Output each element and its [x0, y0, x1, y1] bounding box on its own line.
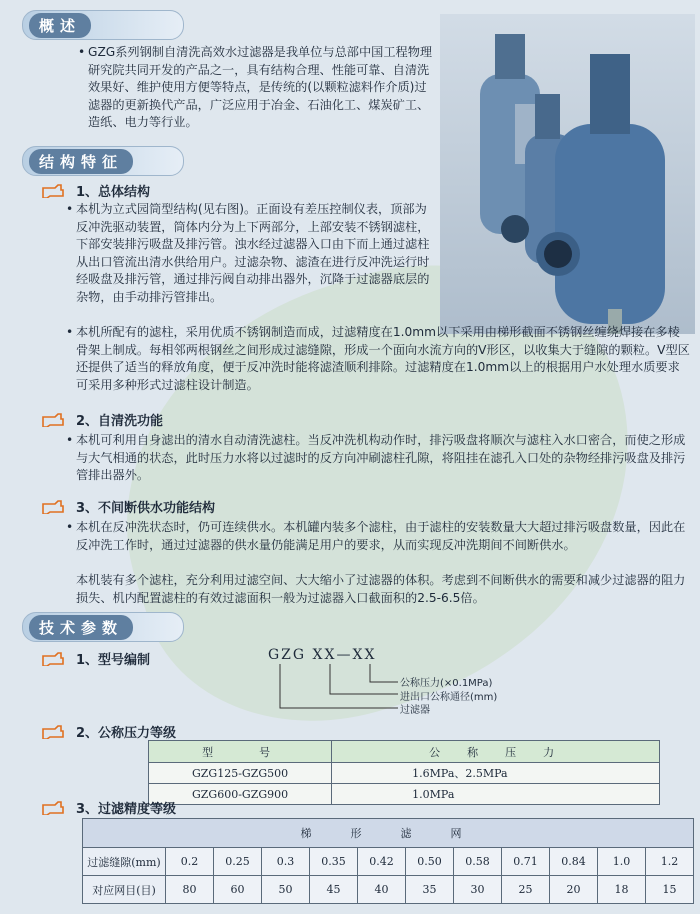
table-cell: 35	[406, 876, 454, 904]
structure-paragraph: • 本机为立式园筒型结构(见右图)。正面设有差压控制仪表，顶部为反冲洗驱动装置，筒体内分为上下两部分，上部安装不锈钢滤柱，下部安装排污吸盘及排污管。浊水经过滤器入口由下而上通过滤柱从出口管流出清水供给用户。过滤杂物、滤渣在进行反冲洗运行时经吸盘及排污管，通过排污阀自动排出器外，沉降于过滤器底层的杂物，由手动排污管排出。	[76, 201, 436, 306]
subsection-1	[42, 181, 150, 200]
table-row	[83, 848, 694, 876]
table-cell: 1.6MPa、2.5MPa	[332, 763, 660, 784]
table-row	[83, 876, 694, 904]
table-cell: 0.84	[550, 848, 598, 876]
section-params	[22, 612, 184, 642]
table-cell: 0.50	[406, 848, 454, 876]
model-code: GZG XX—XX	[268, 647, 377, 663]
pointing-hand-icon	[42, 500, 64, 514]
structure-paragraph: • 本机所配有的滤柱，采用优质不锈钢制造而成，过滤精度在1.0mm以下采用由梯形截面不锈钢丝缠绕焊接在多棱骨架上制成。每相邻两根钢丝之间形成过滤缝隙，形成一个面向水流方向的V形区，以收集大于缝隙的颗粒。V型区还提供了适当的释放角度，便于反冲洗时能将滤渣顺利排除。过滤精度在1.0mm以上的根据用户水处理水质要求可采用多种形式过滤柱设计制造。	[76, 324, 691, 394]
table-cell: 30	[454, 876, 502, 904]
subsection-title: 1、型号编制	[76, 653, 151, 668]
pointing-hand-icon	[42, 184, 64, 198]
pointing-hand-icon	[42, 413, 64, 427]
table-cell: 45	[310, 876, 358, 904]
table-cell: 0.71	[502, 848, 550, 876]
precision-table-header: 梯 形 滤 网	[83, 819, 694, 848]
table-cell: 0.42	[358, 848, 406, 876]
table-cell: 1.0	[598, 848, 646, 876]
pointing-hand-icon	[42, 801, 64, 815]
table-cell: 1.2	[646, 848, 694, 876]
table-cell: 60	[214, 876, 262, 904]
model-label-pressure: 公称压力(×0.1MPa)	[400, 678, 493, 689]
param-3	[42, 798, 176, 817]
pointing-hand-icon	[42, 725, 64, 739]
precision-table	[82, 818, 694, 904]
table-cell: 18	[598, 876, 646, 904]
structure-paragraph: • 本机可利用自身滤出的清水自动清洗滤柱。当反冲洗机构动作时，排污吸盘将顺次与滤柱入水口密合，而使之形成与大气相通的状态，此时压力水将以过滤时的反方向冲刷滤柱孔隙，将阻挂在滤孔入口处的杂物经排污吸盘及排污管排出器外。	[76, 432, 691, 485]
table-row	[149, 763, 660, 784]
subsection-title: 1、总体结构	[76, 185, 151, 200]
subsection-2	[42, 410, 163, 429]
table-cell: 0.2	[166, 848, 214, 876]
product-photo	[440, 14, 695, 334]
overview-text: • GZG系列钢制自清洗高效水过滤器是我单位与总部中国工程物理研究院共同开发的产品之一，具有结构合理、性能可靠、自清洗效果好、维护使用方便等特点，是传统的(以颗粒滤料作介质)过滤器的更新换代产品，广泛应用于冶金、石油化工、煤炭矿工、造纸、电力等行业。	[88, 44, 433, 132]
table-cell: 80	[166, 876, 214, 904]
table-cell: 0.3	[262, 848, 310, 876]
pressure-table-header: 公 称 压 力	[332, 741, 660, 763]
structure-paragraph: 本机装有多个滤柱，充分利用过滤空间、大大缩小了过滤器的体积。考虑到不间断供水的需要和减少过滤器的阻力损失、机内配置滤柱的有效过滤面积一般为过滤器入口截面积的2.5-6.5倍。	[76, 573, 686, 605]
table-cell: 0.25	[214, 848, 262, 876]
table-cell: GZG125-GZG500	[149, 763, 332, 784]
subsection-title: 3、过滤精度等级	[76, 802, 177, 817]
table-row	[149, 784, 660, 805]
param-2	[42, 722, 176, 741]
table-cell: 40	[358, 876, 406, 904]
section-structure	[22, 146, 184, 176]
subsection-title: 3、不间断供水功能结构	[76, 501, 216, 516]
param-1	[42, 649, 150, 668]
section-title: 技术参数	[29, 615, 133, 640]
model-label-diameter: 进出口公称通径(mm)	[400, 692, 498, 703]
table-cell: 50	[262, 876, 310, 904]
pointing-hand-icon	[42, 652, 64, 666]
table-cell: 15	[646, 876, 694, 904]
table-cell: 1.0MPa	[332, 784, 660, 805]
table-cell: 0.35	[310, 848, 358, 876]
model-code-diagram	[270, 664, 400, 712]
model-label-filter: 过滤器	[400, 705, 430, 716]
table-cell: 0.58	[454, 848, 502, 876]
row-label: 过滤缝隙(mm)	[83, 848, 166, 876]
section-title: 结构特征	[29, 149, 133, 174]
subsection-3	[42, 497, 215, 516]
subsection-title: 2、公称压力等级	[76, 726, 177, 741]
table-cell: 25	[502, 876, 550, 904]
row-label: 对应网目(目)	[83, 876, 166, 904]
pressure-table	[148, 740, 660, 805]
table-cell: GZG600-GZG900	[149, 784, 332, 805]
section-overview	[22, 10, 184, 40]
table-cell: 20	[550, 876, 598, 904]
pressure-table-header: 型 号	[149, 741, 332, 763]
subsection-title: 2、自清洗功能	[76, 414, 164, 429]
section-title: 概述	[29, 13, 91, 38]
structure-paragraph: • 本机在反冲洗状态时，仍可连续供水。本机罐内装多个滤柱，由于滤柱的安装数量大大超过排污吸盘数量，因此在反冲洗工作时，通过过滤器的供水量仍能满足用户的要求，从而实现反冲洗期间不间断供水。	[76, 519, 691, 554]
